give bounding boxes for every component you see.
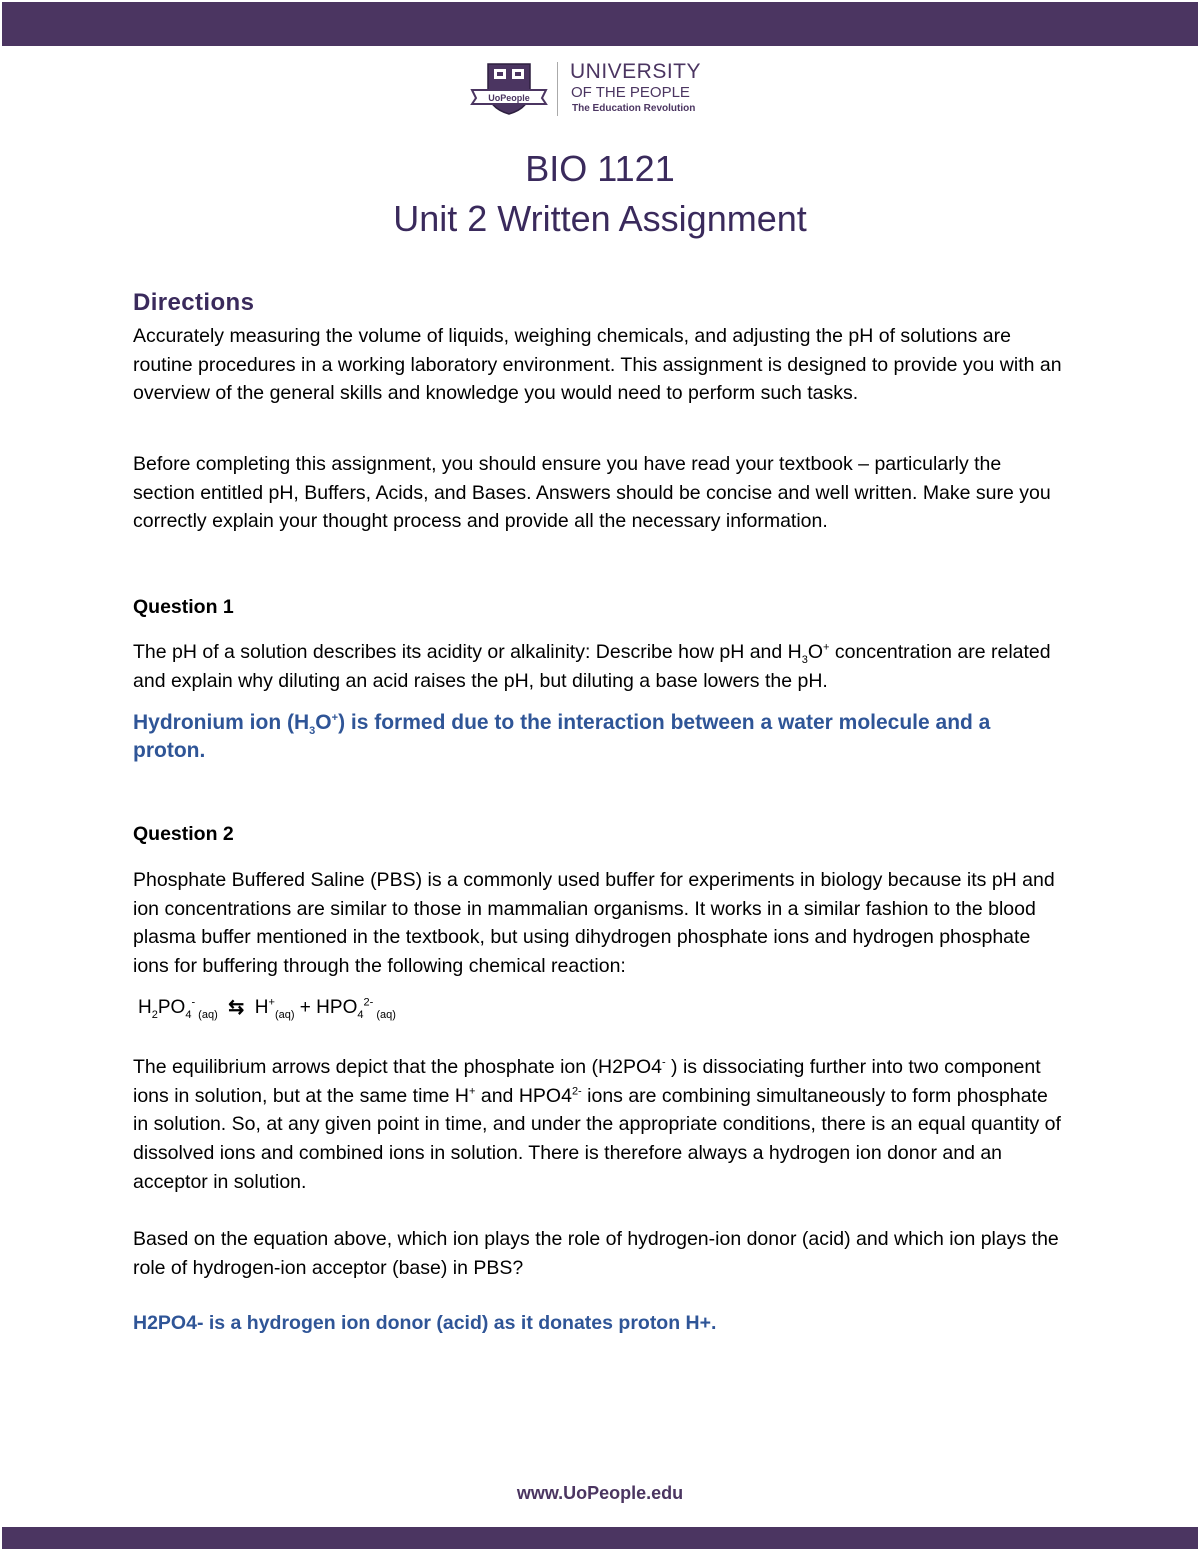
equilibrium-arrow-icon: ⇆	[228, 997, 245, 1018]
q1-ans-c: ) is formed due to the interaction between a water molecule and a proton.	[133, 711, 991, 762]
question-2-answer: H2PO4- is a hydrogen ion donor (acid) as it donates proton H+.	[133, 1312, 717, 1334]
q1-ans-b: O	[315, 711, 332, 734]
logo-tagline: The Education Revolution	[572, 103, 696, 114]
bottom-banner	[2, 1527, 1198, 1549]
logo-subtitle: OF THE PEOPLE	[571, 84, 690, 101]
course-title: BIO 1121	[525, 148, 675, 189]
q2-p2-d: ions are combining simultaneously to form phosphate in solution. So, at any given point in time, and under the appropriate conditions, there is an equal quantity of dissolved ions and combined ions in solution. There is therefore always a hydrogen ion donor and an acceptor in solution.	[133, 1084, 1061, 1193]
assignment-title: Unit 2 Written Assignment	[393, 198, 807, 239]
eq-hpo: HPO	[316, 997, 358, 1018]
directions-heading: Directions	[133, 289, 255, 316]
footer-url[interactable]: www.UoPeople.edu	[516, 1483, 684, 1503]
eq-aq1: (aq)	[195, 1008, 218, 1021]
q1-sub: 3	[801, 653, 808, 666]
q1-text-c: concentration are related and explain why diluting an acid raises the pH, but diluting a base lowers the pH.	[133, 641, 1051, 692]
question-2-paragraph-1	[133, 866, 1063, 981]
directions-text-1: Accurately measuring the volume of liquids, weighing chemicals, and adjusting the pH of solutions are routine procedures in a working laboratory environment. This assignment is designed to provide you with an overview of the general skills and knowledge you would need to perform such tasks.	[133, 325, 1062, 405]
q2-p2-sup1: -	[661, 1056, 666, 1069]
q1-sup: +	[823, 641, 830, 654]
question-2-paragraph-3	[133, 1225, 1063, 1282]
eq-aq3: (aq)	[373, 1008, 396, 1021]
q1-ans-sub: 3	[309, 725, 316, 738]
eq-sub4b: 4	[357, 1008, 364, 1021]
logo-badge-text: UoPeople	[488, 93, 530, 103]
q2-p2-c: and HPO4	[475, 1084, 572, 1107]
question-1-answer	[133, 709, 1063, 765]
eq-sub4: 4	[185, 1008, 192, 1021]
question-2-heading: Question 2	[133, 823, 234, 845]
logo-title: UNIVERSITY	[570, 60, 702, 83]
question-1-prompt	[133, 638, 1063, 695]
question-1-answer-text	[133, 709, 1063, 765]
question-2-paragraph-2	[133, 1053, 1063, 1197]
q1-ans-sup: +	[331, 712, 339, 724]
chemical-equation	[138, 996, 396, 1019]
eq-plus: +	[294, 997, 317, 1018]
top-banner	[2, 2, 1198, 46]
question-2-text-3: Based on the equation above, which ion plays the role of hydrogen-ion donor (acid) and which ion plays the role of hydrogen-ion acceptor (base) in PBS?	[133, 1228, 1059, 1279]
university-shield-logo	[470, 60, 548, 116]
question-2-text-1: Phosphate Buffered Saline (PBS) is a commonly used buffer for experiments in biology because its pH and ion concentrations are similar to those in mammalian organisms. It works in a similar fashion to the blood plasma buffer mentioned in the textbook, but using dihydrogen phosphate ions and hydrogen phosphate ions for buffering through the following chemical reaction:	[133, 869, 1055, 978]
q1-text-a: The pH of a solution describes its acidity or alkalinity: Describe how pH and H	[133, 641, 802, 663]
eq-sup-minus: -	[191, 996, 196, 1009]
eq-sup-plus: +	[268, 996, 275, 1009]
question-1-text	[133, 638, 1063, 695]
directions-text-2: Before completing this assignment, you should ensure you have read your textbook – particularly the section entitled pH, Buffers, Acids, and Bases. Answers should be concise and well written. Make sure you correctly explain your thought process and provide all the necessary information.	[133, 453, 1051, 533]
eq-h: H	[138, 997, 152, 1018]
question-1-heading: Question 1	[133, 596, 234, 618]
q2-p2-a: The equilibrium arrows depict that the phosphate ion (H2PO4	[133, 1056, 662, 1078]
q1-text-b: O	[807, 641, 824, 663]
q2-p2-sup2: +	[469, 1085, 476, 1098]
eq-sub2: 2	[151, 1008, 158, 1021]
eq-aq2: (aq)	[274, 1008, 295, 1021]
logo-divider	[557, 62, 558, 116]
directions-paragraph-1	[133, 322, 1063, 408]
directions-paragraph-2	[133, 450, 1063, 536]
q1-ans-a: Hydronium ion (H	[133, 711, 310, 734]
eq-sup2: 2-	[363, 996, 374, 1009]
eq-hplus: H	[254, 997, 269, 1018]
q2-p2-b: ) is dissociating further into two component ions in solution, but at the same time H	[133, 1056, 1041, 1107]
question-2-text-2	[133, 1053, 1063, 1197]
q2-p2-sup3: 2-	[571, 1085, 582, 1098]
eq-po: PO	[157, 997, 186, 1018]
